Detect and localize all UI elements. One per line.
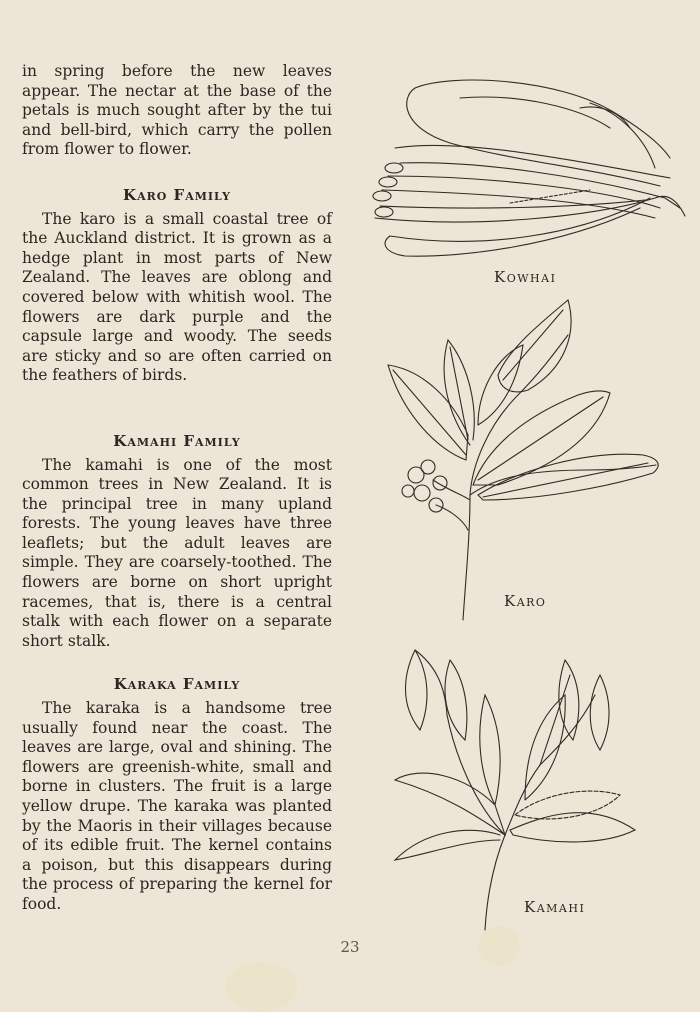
- kamahi-caption: Kamahi: [524, 898, 586, 916]
- text-column: [22, 62, 332, 915]
- kowhai-caption: Kowhai: [494, 268, 557, 286]
- kowhai-flower-illustration: [360, 68, 690, 268]
- kamahi-branch-illustration: [375, 635, 665, 935]
- kamahi-family-heading: Kamahi Family: [113, 431, 241, 450]
- page-number: 23: [340, 938, 360, 956]
- kamahi-family-text: The kamahi is one of the most common trees in New Zealand. It is the principal tree in many upland forests. The young leaves have three leaflets; but the adult leaves are simple. They are coarsely-toothed. The flowers are borne on short upright racemes, that is, there is a central stalk with each flower on a separate short stalk.: [22, 455, 332, 650]
- karaka-family-heading: Karaka Family: [113, 675, 241, 694]
- karo-family-heading: Karo Family: [123, 185, 231, 204]
- paper-stain: [225, 962, 297, 1012]
- karo-family-text: The karo is a small coastal tree of the Auckland district. It is grown as a hedge plant in most parts of New Zealand. The leaves are oblong and covered below with whitish wool. The flowers are dark purple and the capsule large and woody. The seeds are sticky and so are often carried on the feathers of birds.: [22, 209, 332, 385]
- karo-branch-illustration: [378, 295, 668, 625]
- karo-caption: Karo: [504, 592, 547, 610]
- karaka-family-text: The karaka is a handsome tree usually found near the coast. The leaves are large, oval and shining. The flowers are greenish-white, small and borne in clusters. The fruit is a large yellow drupe. The karaka was planted by the Maoris in their villages because of its edible fruit. The kernel contains a poison, but this disappears during the process of preparing the kernel for food.: [22, 699, 332, 913]
- intro-paragraph: in spring before the new leaves appear. The nectar at the base of the petals is much sought after by the tui and bell-bird, which carry the pollen from flower to flower.: [22, 62, 332, 159]
